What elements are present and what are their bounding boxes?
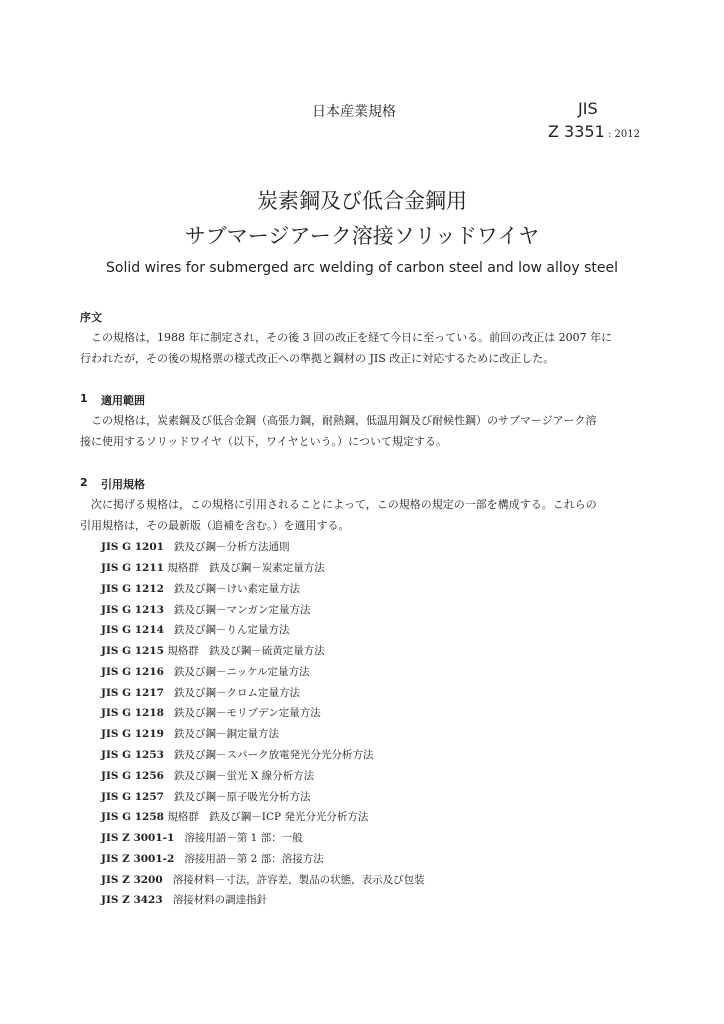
reference-code: JIS G 1219: [101, 728, 164, 740]
reference-code: JIS G 1201: [101, 541, 164, 553]
reference-item: [101, 851, 324, 866]
reference-code: JIS Z 3423: [101, 894, 163, 906]
reference-code: JIS G 1212: [101, 583, 164, 595]
reference-code: JIS G 1211: [101, 562, 164, 574]
reference-item: [101, 747, 373, 762]
section1-body: [80, 410, 660, 452]
reference-item: [101, 581, 300, 596]
reference-item: [101, 664, 310, 679]
standard-number-code: Z 3351: [548, 122, 605, 141]
reference-code: JIS G 1253: [101, 749, 164, 761]
reference-code: JIS Z 3001-2: [101, 853, 175, 865]
section1-line2: 接に使用するソリッドワイヤ（以下，ワイヤという。）について規定する。: [80, 435, 447, 448]
reference-title: 鉄及び鋼－クロム定量方法: [173, 687, 300, 699]
reference-code: JIS G 1214: [101, 624, 164, 636]
reference-item: [101, 622, 289, 637]
foreword-heading: 序文: [80, 311, 102, 324]
reference-title: 溶接材料－寸法，許容差，製品の状態，表示及び包装: [172, 874, 425, 886]
reference-code: JIS G 1258: [101, 811, 164, 823]
reference-code: JIS Z 3200: [101, 874, 163, 886]
reference-code: JIS G 1217: [101, 687, 164, 699]
reference-code: JIS G 1216: [101, 666, 164, 678]
section1-line1: この規格は，炭素鋼及び低合金鋼（高張力鋼，耐熱鋼，低温用鋼及び耐候性鋼）のサブマージアーク溶: [91, 414, 597, 427]
standard-year: : 2012: [604, 129, 640, 140]
reference-item: [101, 830, 303, 845]
reference-code: JIS Z 3001-1: [101, 832, 175, 844]
section2-body: [80, 494, 660, 536]
reference-code: JIS G 1215: [101, 645, 164, 657]
foreword-body: [80, 327, 660, 369]
reference-title: 溶接用語－第 2 部：溶接方法: [184, 853, 324, 865]
reference-item: [101, 809, 368, 824]
section2-line1: 次に掲げる規格は，この規格に引用されることによって，この規格の規定の一部を構成する。これらの: [91, 498, 597, 511]
reference-code: JIS G 1257: [101, 791, 164, 803]
section1-number: 1: [80, 392, 88, 405]
reference-item: [101, 705, 321, 720]
reference-title: 鉄及び鋼－けい素定量方法: [173, 583, 300, 595]
section2-heading: 引用規格: [101, 478, 145, 491]
section1-heading: 適用範囲: [101, 394, 145, 407]
reference-item: [101, 872, 425, 887]
title-line1: 炭素鋼及び低合金鋼用: [257, 189, 467, 213]
reference-item: [101, 789, 310, 804]
reference-item: [101, 643, 325, 658]
reference-title: 溶接用語－第 1 部：一般: [184, 832, 303, 844]
standard-name: 日本産業規格: [312, 104, 396, 120]
reference-item: [101, 892, 267, 907]
reference-code: JIS G 1213: [101, 604, 164, 616]
reference-item: [101, 726, 279, 741]
reference-title: 鉄及び鋼－ニッケル定量方法: [173, 666, 310, 678]
reference-title: 鉄及び鋼－原子吸光分析方法: [173, 791, 311, 803]
foreword-line2: 行われたが，その後の規格票の様式改正への準拠と鋼材の JIS 改正に対応するために改正した。: [80, 352, 555, 365]
reference-title: 鉄及び鋼－分析方法通則: [173, 541, 290, 553]
reference-item: [101, 768, 314, 783]
reference-title: 規格群 鉄及び鋼－炭素定量方法: [167, 562, 325, 574]
section2-line2: 引用規格は，その最新版（追補を含む。）を適用する。: [80, 519, 350, 532]
reference-code: JIS G 1218: [101, 707, 164, 719]
reference-item: [101, 685, 300, 700]
reference-item: [101, 602, 310, 617]
standard-number: [548, 122, 640, 141]
reference-title: 規格群 鉄及び鋼－ICP 発光分光分析方法: [167, 811, 369, 823]
reference-title: 鉄及び鋼－蛍光 X 線分析方法: [173, 770, 315, 782]
reference-title: 鉄及び鋼－マンガン定量方法: [173, 604, 311, 616]
reference-item: [101, 560, 325, 575]
title-line2: サブマージアーク溶接ソリッドワイヤ: [184, 224, 540, 248]
reference-title: 溶接材料の調達指針: [172, 894, 268, 906]
reference-title: 鉄及び鋼－りん定量方法: [173, 624, 290, 636]
jis-label: JIS: [578, 99, 598, 118]
reference-title: 鉄及び鋼－モリブデン定量方法: [173, 707, 321, 719]
reference-title: 鉄及び鋼－スパーク放電発光分光分析方法: [173, 749, 374, 761]
reference-title: 鉄及び鋼－銅定量方法: [173, 728, 279, 740]
foreword-line1: この規格は，1988 年に制定され，その後 3 回の改正を経て今日に至っている。前回の改正は 2007 年に: [91, 331, 613, 344]
reference-item: [101, 539, 289, 554]
title-english: Solid wires for submerged arc welding of carbon steel and low alloy steel: [106, 260, 618, 276]
section2-number: 2: [80, 476, 88, 489]
reference-code: JIS G 1256: [101, 770, 164, 782]
reference-title: 規格群 鉄及び鋼－硫黄定量方法: [167, 645, 325, 657]
